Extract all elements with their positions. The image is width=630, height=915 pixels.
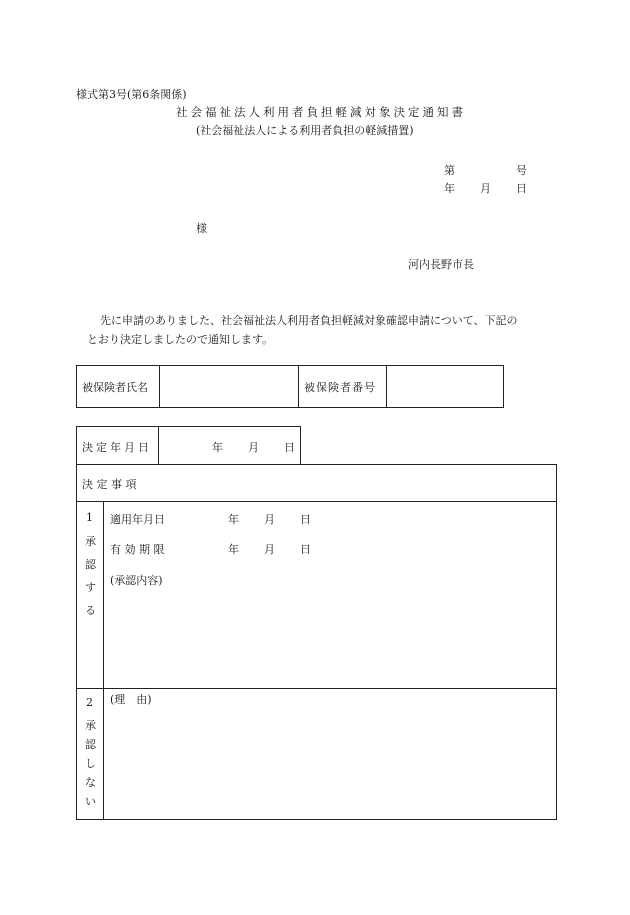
decision-date-divider	[158, 426, 159, 465]
insured-name-label: 被保険者氏名	[82, 381, 148, 394]
decision-date-month: 月	[248, 441, 259, 454]
decision-date-year: 年	[212, 441, 223, 454]
reject-char: 認	[85, 738, 96, 751]
decision-matters-label: 決 定 事 項	[82, 478, 137, 491]
approve-char: 認	[85, 558, 96, 571]
insured-name-field[interactable]	[160, 366, 297, 407]
apply-date-day: 日	[300, 513, 311, 526]
reject-char: な	[85, 776, 96, 789]
valid-period-label: 有 効 期 限	[110, 543, 165, 556]
insured-number-field[interactable]	[387, 366, 503, 407]
reject-reason-label: (理 由)	[110, 693, 152, 706]
approve-char: す	[85, 581, 96, 594]
approve-char: 承	[85, 535, 96, 548]
decision-date-day: 日	[284, 441, 295, 454]
reject-char: い	[85, 795, 96, 808]
reject-char: 承	[85, 719, 96, 732]
apply-date-year: 年	[228, 513, 239, 526]
reject-section-number: 2	[86, 696, 93, 709]
addressee-suffix: 様	[196, 222, 207, 235]
approve-char: る	[85, 604, 96, 617]
issue-date-day: 日	[516, 182, 527, 195]
insured-number-label: 被保険者番号	[304, 381, 376, 394]
document-subtitle: (社会福祉法人による利用者負担の軽減措置)	[196, 124, 414, 137]
issue-date-year: 年	[444, 182, 455, 195]
decision-matters-column-divider	[103, 501, 104, 820]
valid-period-day: 日	[300, 543, 311, 556]
insured-table-divider	[298, 365, 299, 408]
apply-date-month: 月	[264, 513, 275, 526]
issue-date-month: 月	[480, 182, 491, 195]
decision-date-label: 決定年月日	[82, 441, 152, 454]
valid-period-month: 月	[264, 543, 275, 556]
approval-content-label: (承認内容)	[110, 574, 163, 587]
issuer-name: 河内長野市長	[408, 258, 474, 271]
doc-number-prefix: 第	[444, 164, 455, 177]
apply-date-label: 適用年月日	[110, 513, 165, 526]
body-text-line-1: 先に申請のありました、社会福祉法人利用者負担軽減対象確認申請について、下記の	[100, 314, 518, 327]
reject-char: し	[85, 757, 96, 770]
body-text-line-2: とおり決定しましたので通知します。	[87, 333, 274, 346]
decision-matters-header-divider	[76, 501, 557, 502]
approve-section-number: 1	[86, 511, 93, 524]
form-number: 様式第3号(第6条関係)	[76, 88, 187, 101]
valid-period-year: 年	[228, 543, 239, 556]
doc-number-suffix: 号	[516, 164, 527, 177]
document-title: 社会福祉法人利用者負担軽減対象決定通知書	[176, 105, 466, 119]
decision-matters-section-divider	[76, 688, 557, 689]
